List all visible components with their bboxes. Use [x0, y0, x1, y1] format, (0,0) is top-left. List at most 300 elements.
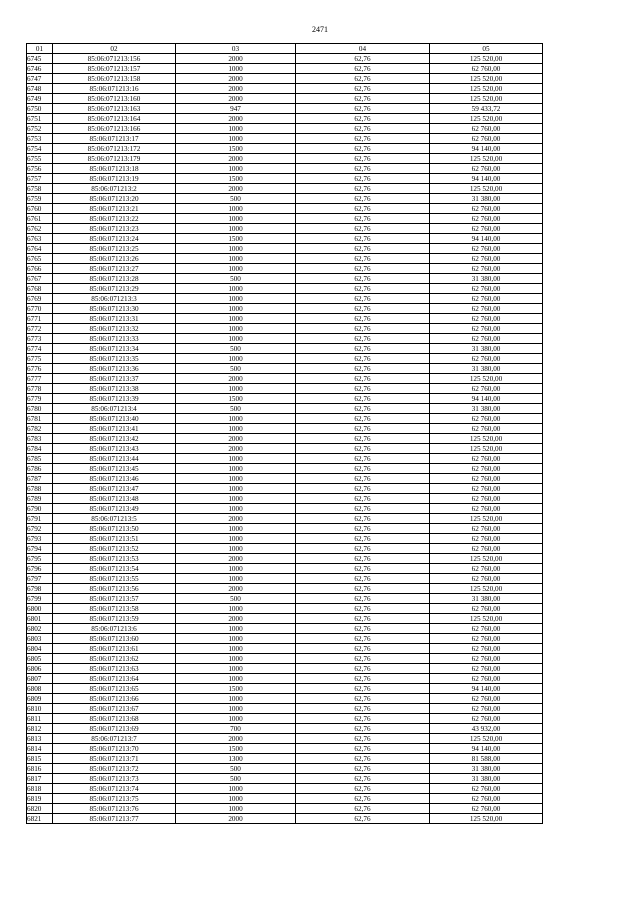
cadastral-value-cell: 125 520,00	[430, 554, 543, 564]
rate-cell: 62,76	[296, 354, 430, 364]
table-row	[27, 154, 543, 164]
row-number-cell: 6765	[27, 254, 53, 264]
cadastral-number-cell: 85:06:071213:6	[53, 624, 176, 634]
table-row	[27, 274, 543, 284]
cadastral-value-cell: 62 760,00	[430, 384, 543, 394]
area-cell: 1000	[176, 244, 296, 254]
area-cell: 1000	[176, 804, 296, 814]
area-cell: 1000	[176, 384, 296, 394]
area-cell: 1000	[176, 644, 296, 654]
cadastral-number-cell: 85:06:071213:41	[53, 424, 176, 434]
cadastral-number-cell: 85:06:071213:34	[53, 344, 176, 354]
rate-cell: 62,76	[296, 644, 430, 654]
cadastral-number-cell: 85:06:071213:28	[53, 274, 176, 284]
row-number-cell: 6759	[27, 194, 53, 204]
rate-cell: 62,76	[296, 584, 430, 594]
rate-cell: 62,76	[296, 264, 430, 274]
table-row	[27, 684, 543, 694]
cadastral-value-cell: 125 520,00	[430, 584, 543, 594]
table-row	[27, 814, 543, 824]
area-cell: 1000	[176, 124, 296, 134]
area-cell: 1000	[176, 134, 296, 144]
cadastral-value-cell: 62 760,00	[430, 454, 543, 464]
row-number-cell: 6803	[27, 634, 53, 644]
row-number-cell: 6796	[27, 564, 53, 574]
area-cell: 700	[176, 724, 296, 734]
row-number-cell: 6801	[27, 614, 53, 624]
cadastral-value-cell: 62 760,00	[430, 254, 543, 264]
rate-cell: 62,76	[296, 534, 430, 544]
cadastral-value-cell: 62 760,00	[430, 294, 543, 304]
row-number-cell: 6751	[27, 114, 53, 124]
table-row	[27, 714, 543, 724]
row-number-cell: 6773	[27, 334, 53, 344]
table-row	[27, 794, 543, 804]
cadastral-number-cell: 85:06:071213:40	[53, 414, 176, 424]
table-row	[27, 434, 543, 444]
table-row	[27, 194, 543, 204]
area-cell: 2000	[176, 814, 296, 824]
table-row	[27, 594, 543, 604]
row-number-cell: 6779	[27, 394, 53, 404]
cadastral-value-cell: 62 760,00	[430, 484, 543, 494]
area-cell: 2000	[176, 614, 296, 624]
rate-cell: 62,76	[296, 314, 430, 324]
area-cell: 947	[176, 104, 296, 114]
rate-cell: 62,76	[296, 114, 430, 124]
cadastral-number-cell: 85:06:071213:22	[53, 214, 176, 224]
area-cell: 1000	[176, 634, 296, 644]
area-cell: 500	[176, 404, 296, 414]
table-row	[27, 564, 543, 574]
table-row	[27, 244, 543, 254]
area-cell: 1000	[176, 64, 296, 74]
area-cell: 1000	[176, 324, 296, 334]
cadastral-number-cell: 85:06:071213:76	[53, 804, 176, 814]
cadastral-number-cell: 85:06:071213:37	[53, 374, 176, 384]
area-cell: 1000	[176, 674, 296, 684]
area-cell: 2000	[176, 734, 296, 744]
rate-cell: 62,76	[296, 324, 430, 334]
area-cell: 1000	[176, 314, 296, 324]
cadastral-value-cell: 62 760,00	[430, 334, 543, 344]
cadastral-number-cell: 85:06:071213:39	[53, 394, 176, 404]
cadastral-value-cell: 62 760,00	[430, 654, 543, 664]
cadastral-number-cell: 85:06:071213:156	[53, 54, 176, 64]
table-row	[27, 464, 543, 474]
table-row	[27, 724, 543, 734]
area-cell: 500	[176, 774, 296, 784]
rate-cell: 62,76	[296, 504, 430, 514]
cadastral-value-cell: 62 760,00	[430, 314, 543, 324]
cadastral-value-cell: 31 380,00	[430, 764, 543, 774]
table-row	[27, 644, 543, 654]
cadastral-number-cell: 85:06:071213:20	[53, 194, 176, 204]
cadastral-number-cell: 85:06:071213:179	[53, 154, 176, 164]
rate-cell: 62,76	[296, 384, 430, 394]
rate-cell: 62,76	[296, 764, 430, 774]
area-cell: 2000	[176, 74, 296, 84]
cadastral-number-cell: 85:06:071213:65	[53, 684, 176, 694]
cadastral-number-cell: 85:06:071213:59	[53, 614, 176, 624]
row-number-cell: 6769	[27, 294, 53, 304]
rate-cell: 62,76	[296, 404, 430, 414]
cadastral-number-cell: 85:06:071213:4	[53, 404, 176, 414]
cadastral-value-cell: 62 760,00	[430, 464, 543, 474]
area-cell: 2000	[176, 584, 296, 594]
area-cell: 2000	[176, 154, 296, 164]
rate-cell: 62,76	[296, 394, 430, 404]
row-number-cell: 6787	[27, 474, 53, 484]
cadastral-number-cell: 85:06:071213:56	[53, 584, 176, 594]
rate-cell: 62,76	[296, 414, 430, 424]
table-row	[27, 494, 543, 504]
table-row	[27, 114, 543, 124]
rate-cell: 62,76	[296, 634, 430, 644]
cadastral-value-cell: 62 760,00	[430, 524, 543, 534]
table-row	[27, 414, 543, 424]
table-row	[27, 524, 543, 534]
cadastral-value-cell: 125 520,00	[430, 434, 543, 444]
cadastral-number-cell: 85:06:071213:73	[53, 774, 176, 784]
cadastral-number-cell: 85:06:071213:43	[53, 444, 176, 454]
row-number-cell: 6788	[27, 484, 53, 494]
rate-cell: 62,76	[296, 664, 430, 674]
area-cell: 2000	[176, 374, 296, 384]
rate-cell: 62,76	[296, 654, 430, 664]
cadastral-value-cell: 125 520,00	[430, 54, 543, 64]
row-number-cell: 6781	[27, 414, 53, 424]
rate-cell: 62,76	[296, 54, 430, 64]
row-number-cell: 6750	[27, 104, 53, 114]
row-number-cell: 6763	[27, 234, 53, 244]
table-row	[27, 474, 543, 484]
column-header-02: 02	[53, 44, 176, 54]
cadastral-number-cell: 85:06:071213:53	[53, 554, 176, 564]
row-number-cell: 6757	[27, 174, 53, 184]
row-number-cell: 6782	[27, 424, 53, 434]
table-row	[27, 504, 543, 514]
rate-cell: 62,76	[296, 464, 430, 474]
area-cell: 1000	[176, 454, 296, 464]
rate-cell: 62,76	[296, 554, 430, 564]
cadastral-value-cell: 125 520,00	[430, 444, 543, 454]
table-row	[27, 454, 543, 464]
cadastral-number-cell: 85:06:071213:24	[53, 234, 176, 244]
row-number-cell: 6791	[27, 514, 53, 524]
area-cell: 500	[176, 594, 296, 604]
area-cell: 1000	[176, 784, 296, 794]
table-row	[27, 734, 543, 744]
rate-cell: 62,76	[296, 454, 430, 464]
row-number-cell: 6790	[27, 504, 53, 514]
table-row	[27, 144, 543, 154]
table-row	[27, 404, 543, 414]
cadastral-number-cell: 85:06:071213:166	[53, 124, 176, 134]
cadastral-number-cell: 85:06:071213:35	[53, 354, 176, 364]
rate-cell: 62,76	[296, 214, 430, 224]
area-cell: 1000	[176, 534, 296, 544]
area-cell: 1000	[176, 424, 296, 434]
rate-cell: 62,76	[296, 364, 430, 374]
area-cell: 2000	[176, 94, 296, 104]
row-number-cell: 6808	[27, 684, 53, 694]
table-row	[27, 674, 543, 684]
area-cell: 1000	[176, 354, 296, 364]
area-cell: 1000	[176, 254, 296, 264]
rate-cell: 62,76	[296, 614, 430, 624]
table-row	[27, 694, 543, 704]
cadastral-value-cell: 62 760,00	[430, 564, 543, 574]
cadastral-number-cell: 85:06:071213:25	[53, 244, 176, 254]
rate-cell: 62,76	[296, 124, 430, 134]
row-number-cell: 6762	[27, 224, 53, 234]
cadastral-value-cell: 31 380,00	[430, 274, 543, 284]
cadastral-number-cell: 85:06:071213:164	[53, 114, 176, 124]
row-number-cell: 6802	[27, 624, 53, 634]
row-number-cell: 6771	[27, 314, 53, 324]
table-row	[27, 654, 543, 664]
rate-cell: 62,76	[296, 734, 430, 744]
area-cell: 1000	[176, 204, 296, 214]
cadastral-number-cell: 85:06:071213:160	[53, 94, 176, 104]
row-number-cell: 6792	[27, 524, 53, 534]
area-cell: 2000	[176, 184, 296, 194]
rate-cell: 62,76	[296, 174, 430, 184]
cadastral-number-cell: 85:06:071213:70	[53, 744, 176, 754]
table-row	[27, 174, 543, 184]
area-cell: 1000	[176, 564, 296, 574]
table-row	[27, 314, 543, 324]
row-number-cell: 6768	[27, 284, 53, 294]
area-cell: 1000	[176, 714, 296, 724]
rate-cell: 62,76	[296, 344, 430, 354]
cadastral-number-cell: 85:06:071213:7	[53, 734, 176, 744]
row-number-cell: 6747	[27, 74, 53, 84]
table-row	[27, 754, 543, 764]
page-number: 2471	[312, 25, 328, 34]
cadastral-number-cell: 85:06:071213:163	[53, 104, 176, 114]
rate-cell: 62,76	[296, 714, 430, 724]
area-cell: 1000	[176, 624, 296, 634]
row-number-cell: 6810	[27, 704, 53, 714]
row-number-cell: 6813	[27, 734, 53, 744]
table-row	[27, 574, 543, 584]
rate-cell: 62,76	[296, 694, 430, 704]
cadastral-value-cell: 62 760,00	[430, 664, 543, 674]
area-cell: 1000	[176, 484, 296, 494]
rate-cell: 62,76	[296, 154, 430, 164]
cadastral-value-cell: 31 380,00	[430, 364, 543, 374]
area-cell: 2000	[176, 514, 296, 524]
table-row	[27, 184, 543, 194]
cadastral-number-cell: 85:06:071213:158	[53, 74, 176, 84]
area-cell: 1500	[176, 744, 296, 754]
cadastral-number-cell: 85:06:071213:52	[53, 544, 176, 554]
row-number-cell: 6811	[27, 714, 53, 724]
table-row	[27, 134, 543, 144]
row-number-cell: 6815	[27, 754, 53, 764]
area-cell: 1000	[176, 474, 296, 484]
cadastral-number-cell: 85:06:071213:61	[53, 644, 176, 654]
cadastral-number-cell: 85:06:071213:66	[53, 694, 176, 704]
rate-cell: 62,76	[296, 684, 430, 694]
area-cell: 500	[176, 764, 296, 774]
row-number-cell: 6804	[27, 644, 53, 654]
table-row	[27, 544, 543, 554]
rate-cell: 62,76	[296, 524, 430, 534]
area-cell: 500	[176, 194, 296, 204]
cadastral-value-cell: 62 760,00	[430, 224, 543, 234]
cadastral-number-cell: 85:06:071213:51	[53, 534, 176, 544]
cadastral-value-cell: 62 760,00	[430, 534, 543, 544]
cadastral-value-cell: 62 760,00	[430, 804, 543, 814]
cadastral-value-cell: 31 380,00	[430, 774, 543, 784]
row-number-cell: 6758	[27, 184, 53, 194]
rate-cell: 62,76	[296, 474, 430, 484]
row-number-cell: 6806	[27, 664, 53, 674]
cadastral-value-cell: 94 140,00	[430, 744, 543, 754]
cadastral-value-cell: 62 760,00	[430, 204, 543, 214]
row-number-cell: 6775	[27, 354, 53, 364]
area-cell: 500	[176, 274, 296, 284]
row-number-cell: 6784	[27, 444, 53, 454]
cadastral-number-cell: 85:06:071213:67	[53, 704, 176, 714]
rate-cell: 62,76	[296, 204, 430, 214]
cadastral-value-cell: 94 140,00	[430, 394, 543, 404]
cadastral-value-cell: 125 520,00	[430, 514, 543, 524]
row-number-cell: 6755	[27, 154, 53, 164]
table-row	[27, 634, 543, 644]
row-number-cell: 6748	[27, 84, 53, 94]
cadastral-value-cell: 31 380,00	[430, 344, 543, 354]
rate-cell: 62,76	[296, 254, 430, 264]
row-number-cell: 6821	[27, 814, 53, 824]
column-header-03: 03	[176, 44, 296, 54]
table-row	[27, 514, 543, 524]
table-row	[27, 424, 543, 434]
table-row	[27, 284, 543, 294]
row-number-cell: 6786	[27, 464, 53, 474]
cadastral-value-cell: 94 140,00	[430, 684, 543, 694]
area-cell: 1500	[176, 234, 296, 244]
cadastral-number-cell: 85:06:071213:16	[53, 84, 176, 94]
cadastral-value-table	[26, 43, 543, 824]
cadastral-value-cell: 62 760,00	[430, 694, 543, 704]
row-number-cell: 6783	[27, 434, 53, 444]
table-row	[27, 54, 543, 64]
cadastral-value-cell: 62 760,00	[430, 714, 543, 724]
area-cell: 1000	[176, 464, 296, 474]
cadastral-value-cell: 62 760,00	[430, 284, 543, 294]
table-row	[27, 334, 543, 344]
area-cell: 2000	[176, 114, 296, 124]
row-number-cell: 6793	[27, 534, 53, 544]
rate-cell: 62,76	[296, 574, 430, 584]
cadastral-number-cell: 85:06:071213:29	[53, 284, 176, 294]
cadastral-number-cell: 85:06:071213:55	[53, 574, 176, 584]
cadastral-value-cell: 62 760,00	[430, 304, 543, 314]
cadastral-number-cell: 85:06:071213:69	[53, 724, 176, 734]
area-cell: 1000	[176, 334, 296, 344]
cadastral-number-cell: 85:06:071213:27	[53, 264, 176, 274]
cadastral-value-cell: 62 760,00	[430, 164, 543, 174]
row-number-cell: 6772	[27, 324, 53, 334]
rate-cell: 62,76	[296, 774, 430, 784]
column-header-01: 01	[27, 44, 53, 54]
cadastral-value-cell: 62 760,00	[430, 504, 543, 514]
table-row	[27, 304, 543, 314]
row-number-cell: 6745	[27, 54, 53, 64]
cadastral-number-cell: 85:06:071213:47	[53, 484, 176, 494]
cadastral-value-cell: 62 760,00	[430, 354, 543, 364]
cadastral-value-cell: 125 520,00	[430, 184, 543, 194]
rate-cell: 62,76	[296, 304, 430, 314]
table-row	[27, 534, 543, 544]
cadastral-number-cell: 85:06:071213:21	[53, 204, 176, 214]
column-header-05: 05	[430, 44, 543, 54]
rate-cell: 62,76	[296, 434, 430, 444]
table-row	[27, 344, 543, 354]
rate-cell: 62,76	[296, 374, 430, 384]
table-row	[27, 124, 543, 134]
row-number-cell: 6770	[27, 304, 53, 314]
table-row	[27, 584, 543, 594]
area-cell: 2000	[176, 54, 296, 64]
area-cell: 1000	[176, 164, 296, 174]
table-row	[27, 354, 543, 364]
table-row	[27, 484, 543, 494]
cadastral-value-cell: 125 520,00	[430, 734, 543, 744]
cadastral-value-cell: 125 520,00	[430, 94, 543, 104]
row-number-cell: 6816	[27, 764, 53, 774]
row-number-cell: 6780	[27, 404, 53, 414]
area-cell: 1000	[176, 294, 296, 304]
cadastral-number-cell: 85:06:071213:71	[53, 754, 176, 764]
table-row	[27, 64, 543, 74]
cadastral-value-cell: 125 520,00	[430, 74, 543, 84]
row-number-cell: 6794	[27, 544, 53, 554]
table-row	[27, 294, 543, 304]
rate-cell: 62,76	[296, 284, 430, 294]
rate-cell: 62,76	[296, 724, 430, 734]
cadastral-number-cell: 85:06:071213:44	[53, 454, 176, 464]
cadastral-value-cell: 62 760,00	[430, 794, 543, 804]
table-row	[27, 214, 543, 224]
row-number-cell: 6778	[27, 384, 53, 394]
cadastral-value-cell: 81 588,00	[430, 754, 543, 764]
table-row	[27, 164, 543, 174]
cadastral-number-cell: 85:06:071213:50	[53, 524, 176, 534]
row-number-cell: 6777	[27, 374, 53, 384]
row-number-cell: 6797	[27, 574, 53, 584]
rate-cell: 62,76	[296, 744, 430, 754]
area-cell: 1000	[176, 664, 296, 674]
area-cell: 1000	[176, 604, 296, 614]
cadastral-number-cell: 85:06:071213:72	[53, 764, 176, 774]
cadastral-value-cell: 62 760,00	[430, 324, 543, 334]
rate-cell: 62,76	[296, 134, 430, 144]
table-row	[27, 204, 543, 214]
rate-cell: 62,76	[296, 224, 430, 234]
rate-cell: 62,76	[296, 804, 430, 814]
area-cell: 2000	[176, 434, 296, 444]
area-cell: 1000	[176, 494, 296, 504]
area-cell: 1000	[176, 224, 296, 234]
rate-cell: 62,76	[296, 514, 430, 524]
rate-cell: 62,76	[296, 594, 430, 604]
table-row	[27, 554, 543, 564]
